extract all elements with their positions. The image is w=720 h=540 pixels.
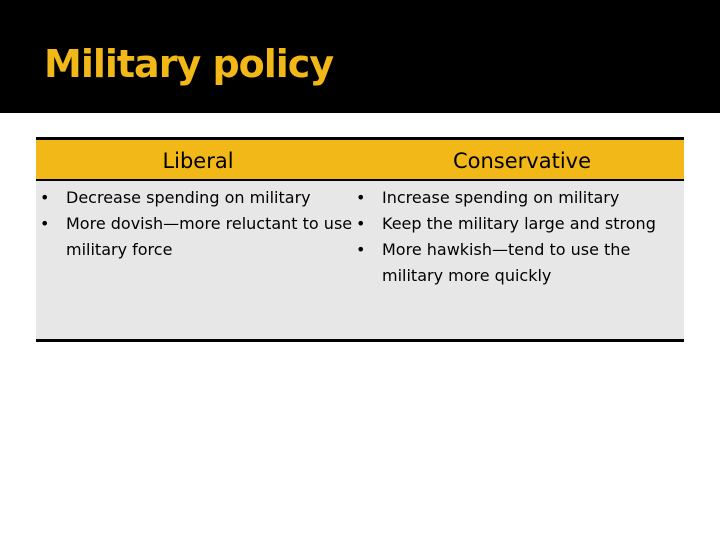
liberal-bullet-list (40, 185, 358, 263)
list-item (356, 185, 678, 211)
conservative-column-heading: Conservative (452, 149, 592, 173)
bullet-text: More dovish—more reluctant to use military force (66, 214, 353, 259)
list-item (40, 185, 358, 211)
list-item (40, 211, 358, 263)
bullet-text: Decrease spending on military (66, 188, 311, 207)
title-bar (0, 0, 720, 113)
bullet-icon: • (356, 188, 366, 207)
table-bottom-rule (36, 339, 684, 342)
bullet-text: More hawkish—tend to use the military more quickly (382, 240, 631, 285)
bullet-icon: • (40, 188, 50, 207)
table-header-row (36, 140, 684, 179)
slide-title: Military policy (44, 42, 334, 86)
list-item (356, 211, 678, 237)
bullet-text: Keep the military large and strong (382, 214, 656, 233)
comparison-table (36, 137, 684, 341)
bullet-text: Increase spending on military (382, 188, 620, 207)
table-header-rule (36, 179, 684, 181)
list-item (356, 237, 678, 289)
bullet-icon: • (356, 214, 366, 233)
bullet-icon: • (356, 240, 366, 259)
liberal-column-heading: Liberal (162, 149, 234, 173)
bullet-icon: • (40, 214, 50, 233)
conservative-bullet-list (356, 185, 678, 289)
